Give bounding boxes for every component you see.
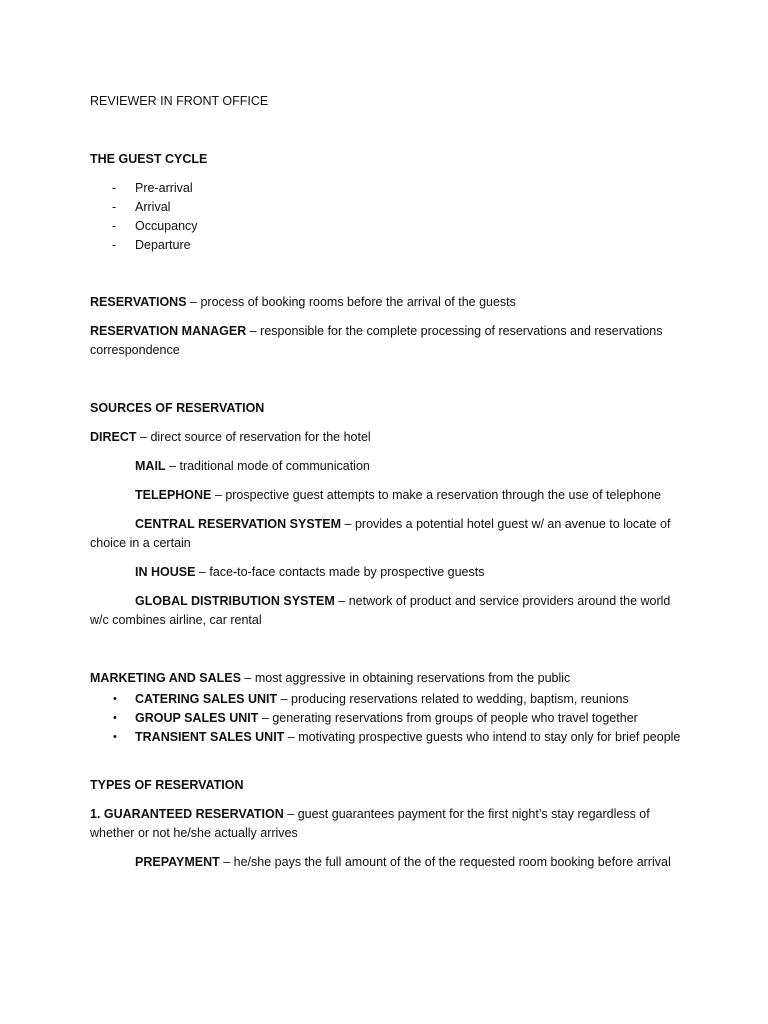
definition: prospective guest attempts to make a reservation through the use of telephone bbox=[225, 488, 661, 502]
term: DIRECT bbox=[90, 430, 137, 444]
definition: traditional mode of communication bbox=[179, 459, 370, 473]
document-title: REVIEWER IN FRONT OFFICE bbox=[90, 94, 269, 108]
bullet-icon: • bbox=[113, 731, 117, 743]
dash-marker: - bbox=[112, 181, 117, 195]
mail-definition bbox=[90, 457, 690, 476]
document-body bbox=[90, 92, 690, 882]
definition: provides a potential hotel guest w/ an avenue to locate of choice in a certain bbox=[90, 517, 671, 550]
definition: process of booking rooms before the arrival of the guests bbox=[200, 295, 516, 309]
list-item bbox=[90, 179, 690, 198]
separator: – bbox=[277, 692, 292, 706]
term: CATERING SALES UNIT bbox=[135, 692, 278, 706]
term: MARKETING AND SALES bbox=[90, 671, 241, 685]
list-item bbox=[90, 236, 690, 255]
list-item-text: Departure bbox=[135, 238, 191, 252]
separator: – bbox=[284, 730, 299, 744]
bullet-icon: • bbox=[113, 712, 117, 724]
definition: direct source of reservation for the hotel bbox=[150, 430, 371, 444]
definition: face-to-face contacts made by prospective guests bbox=[209, 565, 485, 579]
definition: responsible for the complete processing of reservations and reservations correspondence bbox=[90, 324, 663, 357]
separator: – bbox=[186, 295, 201, 309]
definition: producing reservations related to wedding, baptism, reunions bbox=[291, 692, 629, 706]
reservation-manager-definition bbox=[90, 322, 690, 360]
separator: – bbox=[246, 324, 261, 338]
term: CENTRAL RESERVATION SYSTEM bbox=[135, 517, 342, 531]
definition: generating reservations from groups of people who travel together bbox=[272, 711, 638, 725]
term: GROUP SALES UNIT bbox=[135, 711, 259, 725]
separator: – bbox=[219, 855, 234, 869]
sales-units-list bbox=[90, 690, 690, 747]
separator: – bbox=[283, 807, 298, 821]
guest-cycle-list bbox=[90, 179, 690, 255]
term: TRANSIENT SALES UNIT bbox=[135, 730, 285, 744]
bullet-icon: • bbox=[113, 693, 117, 705]
separator: – bbox=[341, 517, 355, 531]
crs-definition bbox=[90, 515, 690, 553]
list-item bbox=[90, 728, 690, 747]
direct-definition bbox=[90, 428, 690, 447]
definition: network of product and service providers around the world w/c combines airline, car rental bbox=[90, 594, 671, 627]
telephone-definition bbox=[90, 486, 690, 505]
term: TELEPHONE bbox=[135, 488, 212, 502]
list-item-text: Arrival bbox=[135, 200, 171, 214]
list-item bbox=[90, 198, 690, 217]
list-item-text: Occupancy bbox=[135, 219, 198, 233]
term: RESERVATION MANAGER bbox=[90, 324, 247, 338]
separator: – bbox=[195, 565, 210, 579]
spacer bbox=[90, 370, 690, 399]
list-item bbox=[90, 709, 690, 728]
spacer bbox=[90, 255, 690, 293]
guest-cycle-heading: THE GUEST CYCLE bbox=[90, 152, 208, 166]
definition: guest guarantees payment for the first night’s stay regardless of whether or not he/she actually arrives bbox=[90, 807, 650, 840]
separator: – bbox=[165, 459, 180, 473]
spacer bbox=[90, 747, 690, 776]
term: GLOBAL DISTRIBUTION SYSTEM bbox=[135, 594, 335, 608]
term: RESERVATIONS bbox=[90, 295, 187, 309]
separator: – bbox=[334, 594, 349, 608]
gds-definition bbox=[90, 592, 690, 630]
dash-marker: - bbox=[112, 200, 117, 214]
term: 1. GUARANTEED RESERVATION bbox=[90, 807, 284, 821]
prepayment-definition bbox=[90, 853, 690, 872]
term: MAIL bbox=[135, 459, 166, 473]
term: PREPAYMENT bbox=[135, 855, 220, 869]
list-item-text: Pre-arrival bbox=[135, 181, 193, 195]
separator: – bbox=[258, 711, 273, 725]
types-heading: TYPES OF RESERVATION bbox=[90, 778, 244, 792]
list-item bbox=[90, 690, 690, 709]
dash-marker: - bbox=[112, 219, 117, 233]
in-house-definition bbox=[90, 563, 690, 582]
separator: – bbox=[211, 488, 226, 502]
definition: he/she pays the full amount of the of the requested room booking before arrival bbox=[233, 855, 671, 869]
spacer bbox=[90, 640, 690, 669]
separator: – bbox=[240, 671, 255, 685]
separator: – bbox=[136, 430, 151, 444]
reservations-definition bbox=[90, 293, 690, 312]
term: IN HOUSE bbox=[135, 565, 196, 579]
guaranteed-definition bbox=[90, 805, 690, 843]
marketing-definition bbox=[90, 669, 690, 688]
definition: most aggressive in obtaining reservations from the public bbox=[254, 671, 571, 685]
definition: motivating prospective guests who intend to stay only for brief people bbox=[298, 730, 681, 744]
sources-heading: SOURCES OF RESERVATION bbox=[90, 401, 265, 415]
list-item bbox=[90, 217, 690, 236]
dash-marker: - bbox=[112, 238, 117, 252]
